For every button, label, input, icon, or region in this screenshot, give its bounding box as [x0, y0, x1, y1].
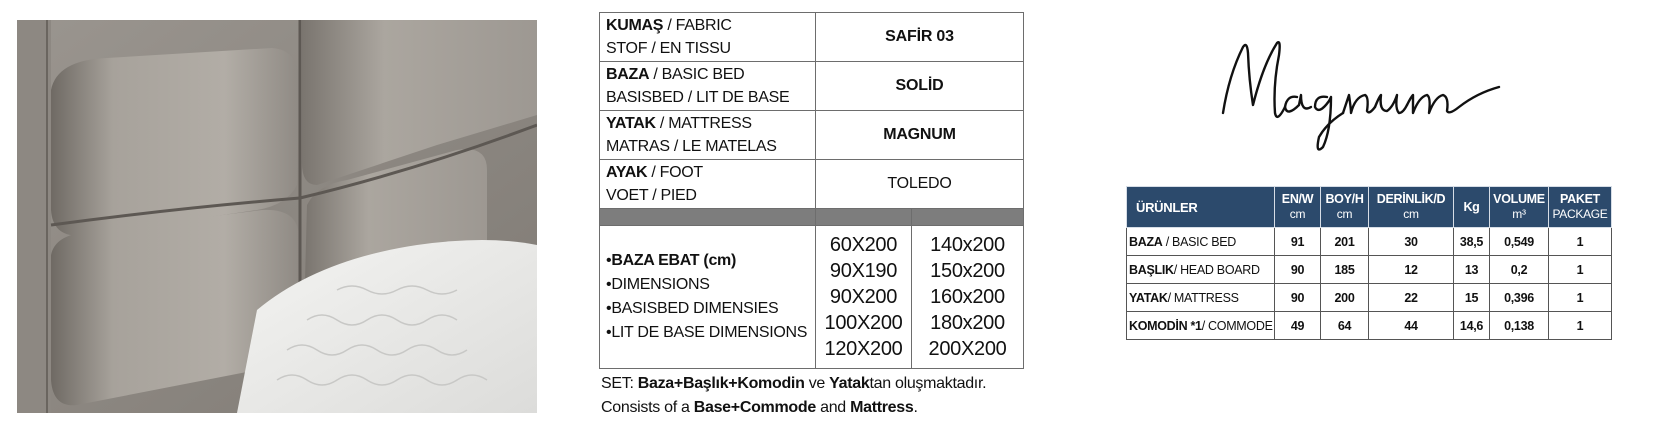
product-name	[1127, 228, 1275, 256]
table-row	[1127, 312, 1612, 340]
set-note	[601, 372, 986, 420]
size-value: 180x200	[930, 312, 1005, 334]
size-value: 60X200	[829, 234, 898, 256]
cell-width: 91	[1275, 228, 1321, 256]
name-tr: KOMODİN *1	[1129, 318, 1202, 333]
spec-value: SAFİR 03	[816, 13, 1024, 62]
name-tr: BAŞLIK	[1129, 262, 1174, 277]
cell-kg: 13	[1454, 256, 1490, 284]
cell-height: 201	[1321, 228, 1369, 256]
text: SET:	[601, 375, 638, 392]
name-en: / COMMODE	[1201, 318, 1273, 333]
col-header-products	[1127, 187, 1275, 228]
table-row	[1127, 256, 1612, 284]
text: and	[815, 399, 851, 416]
size-value: 150x200	[930, 260, 1005, 282]
header-sub: cm	[1289, 207, 1306, 221]
size-value: 200X200	[928, 338, 1007, 360]
cell-volume: 0,396	[1490, 284, 1549, 312]
dimensions-line: BASISBED DIMENSIES	[611, 300, 779, 317]
cell-volume: 0,2	[1490, 256, 1549, 284]
spec-label-tr: YATAK	[606, 115, 656, 132]
size-value: 160x200	[930, 286, 1005, 308]
header-sub: PACKAGE	[1552, 207, 1608, 221]
spec-label-line2: MATRAS / LE MATELAS	[606, 138, 777, 155]
cell-height: 64	[1321, 312, 1369, 340]
col-header-height	[1321, 187, 1369, 228]
cell-volume: 0,549	[1490, 228, 1549, 256]
spec-label-en: / MATTRESS	[655, 115, 752, 132]
dimensions-line: LIT DE BASE DIMENSIONS	[611, 324, 808, 341]
header-main: Kg	[1463, 199, 1480, 214]
product-table	[1126, 186, 1612, 340]
spec-row-dimensions	[600, 226, 1024, 369]
cell-depth: 30	[1369, 228, 1454, 256]
headboard-photo	[17, 20, 537, 413]
text: Consists of a	[601, 399, 694, 416]
cell-package: 1	[1549, 284, 1612, 312]
table-row	[1127, 228, 1612, 256]
product-name	[1127, 312, 1275, 340]
spec-divider-row	[600, 209, 1024, 226]
cell-width: 90	[1275, 256, 1321, 284]
product-name	[1127, 284, 1275, 312]
table-row	[1127, 284, 1612, 312]
header-sub: m³	[1512, 207, 1526, 221]
size-value: 120X200	[824, 338, 903, 360]
cell-kg: 15	[1454, 284, 1490, 312]
spec-row-fabric	[600, 13, 1024, 62]
header-sub: cm	[1403, 207, 1419, 221]
header-sub: cm	[1336, 207, 1353, 221]
spec-value: MAGNUM	[816, 111, 1024, 160]
col-header-width	[1275, 187, 1321, 228]
bullet: •	[606, 324, 612, 341]
cell-package: 1	[1549, 256, 1612, 284]
spec-label-line2: VOET / PIED	[606, 187, 697, 204]
header-main: BOY/H	[1325, 192, 1364, 206]
product-table-header	[1127, 187, 1612, 228]
bullet: •	[606, 252, 612, 269]
cell-volume: 0,138	[1490, 312, 1549, 340]
cell-package: 1	[1549, 228, 1612, 256]
spec-table	[599, 12, 1024, 369]
text: tan oluşmaktadır.	[869, 375, 987, 392]
spec-value: TOLEDO	[816, 160, 1024, 209]
col-header-package	[1549, 187, 1612, 228]
dimensions-title: BAZA EBAT (cm)	[611, 252, 736, 269]
size-value: 90X200	[829, 286, 898, 308]
bullet: •	[606, 276, 612, 293]
cell-depth: 12	[1369, 256, 1454, 284]
size-value: 100X200	[824, 312, 903, 334]
name-en: / HEAD BOARD	[1173, 262, 1260, 277]
dimensions-line: DIMENSIONS	[611, 276, 710, 293]
name-tr: YATAK	[1129, 290, 1168, 305]
bullet: •	[606, 300, 612, 317]
spec-label-en: / BASIC BED	[649, 66, 745, 83]
spec-row-mattress	[600, 111, 1024, 160]
spec-row-base	[600, 62, 1024, 111]
spec-label-en: / FABRIC	[663, 17, 732, 34]
cell-width: 90	[1275, 284, 1321, 312]
header-main: DERİNLİK/D	[1376, 192, 1446, 206]
product-name	[1127, 256, 1275, 284]
spec-label-line2: BASISBED / LIT DE BASE	[606, 89, 790, 106]
text: .	[913, 399, 918, 416]
set-note-line-en	[601, 396, 986, 420]
sizes-single-column	[816, 226, 912, 369]
header-main: PAKET	[1560, 192, 1600, 206]
cell-package: 1	[1549, 312, 1612, 340]
size-value: 90X190	[829, 260, 898, 282]
spec-label-tr: KUMAŞ	[606, 17, 664, 34]
text: Mattress	[850, 399, 914, 416]
spec-label-tr: AYAK	[606, 164, 648, 181]
spec-label-line2: STOF / EN TISSU	[606, 40, 731, 57]
spec-label-en: / FOOT	[647, 164, 703, 181]
set-note-line-tr	[601, 372, 986, 396]
col-header-volume	[1490, 187, 1549, 228]
name-en: / BASIC BED	[1162, 234, 1237, 249]
cell-height: 185	[1321, 256, 1369, 284]
cell-width: 49	[1275, 312, 1321, 340]
text: Base+Commode	[693, 399, 816, 416]
cell-kg: 14,6	[1454, 312, 1490, 340]
text: Baza+Başlık+Komodin	[637, 375, 805, 392]
cell-height: 200	[1321, 284, 1369, 312]
name-en: / MATTRESS	[1167, 290, 1239, 305]
size-value: 140x200	[930, 234, 1005, 256]
magnum-script-logo	[1215, 35, 1505, 165]
text: Yatak	[829, 375, 870, 392]
name-tr: BAZA	[1129, 234, 1163, 249]
header-main: ÜRÜNLER	[1136, 199, 1198, 215]
header-main: VOLUME	[1493, 192, 1545, 206]
header-main: EN/W	[1281, 192, 1314, 206]
spec-value: SOLİD	[816, 62, 1024, 111]
cell-depth: 44	[1369, 312, 1454, 340]
text: ve	[804, 375, 830, 392]
spec-label-tr: BAZA	[606, 66, 650, 83]
spec-row-foot	[600, 160, 1024, 209]
col-header-depth	[1369, 187, 1454, 228]
cell-depth: 22	[1369, 284, 1454, 312]
col-header-kg	[1454, 187, 1490, 228]
sizes-double-column	[912, 226, 1024, 369]
cell-kg: 38,5	[1454, 228, 1490, 256]
